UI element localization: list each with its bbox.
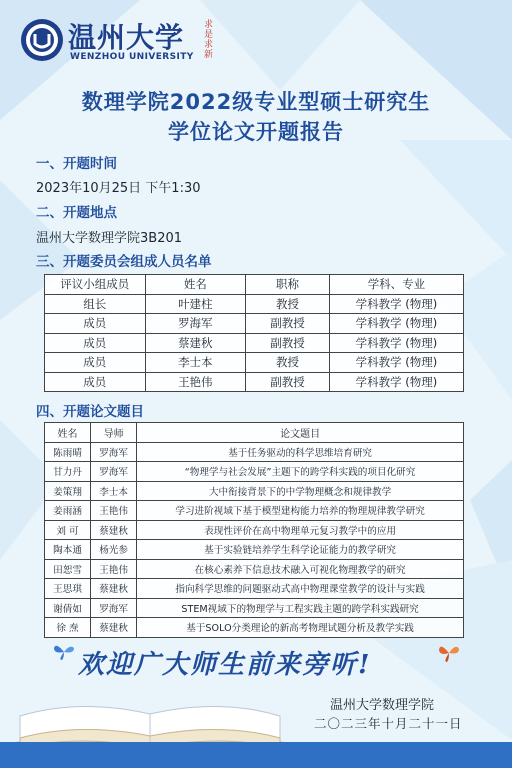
topics-row [45, 540, 464, 560]
topics-header-cell: 导师 [91, 423, 137, 443]
university-logo [20, 16, 220, 68]
committee-cell: 学科教学 (物理) [329, 333, 463, 353]
butterfly-orange-icon [436, 640, 462, 666]
university-seal-icon [20, 18, 64, 62]
advisor-name-cell: 王艳伟 [91, 501, 137, 521]
advisor-name-cell: 李士本 [91, 481, 137, 501]
advisor-name-cell: 罗海军 [91, 462, 137, 482]
topic-title-cell: 大中衔接背景下的中学物理概念和规律教学 [137, 481, 464, 501]
section-time-heading: 一、开题时间 [36, 156, 117, 172]
committee-cell: 成员 [45, 353, 146, 373]
student-name-cell: 王思琪 [45, 579, 91, 599]
committee-row [45, 353, 464, 373]
committee-row [45, 294, 464, 314]
advisor-name-cell: 杨光参 [91, 540, 137, 560]
topic-title-cell: 指向科学思维的问题驱动式高中物理课堂教学的设计与实践 [137, 579, 464, 599]
topics-row [45, 481, 464, 501]
topic-title-cell: 基于实验链培养学生科学论证能力的教学研究 [137, 540, 464, 560]
student-name-cell: 陶本通 [45, 540, 91, 560]
topic-title-cell: “物理学与社会发展”主题下的跨学科实践的项目化研究 [137, 462, 464, 482]
section-place-heading: 二、开题地点 [36, 205, 117, 221]
topics-row [45, 442, 464, 462]
topics-row [45, 579, 464, 599]
welcome-message: 欢迎广大师生前来旁听! [78, 650, 372, 680]
committee-header-row [45, 275, 464, 295]
committee-header-cell: 评议小组成员 [45, 275, 146, 295]
section-committee-heading: 三、开题委员会组成人员名单 [36, 254, 212, 270]
student-name-cell: 陈雨晴 [45, 442, 91, 462]
butterfly-blue-icon [52, 640, 76, 664]
committee-cell: 成员 [45, 372, 146, 392]
committee-cell: 罗海军 [145, 314, 246, 334]
section-topics-heading: 四、开题论文题目 [36, 404, 144, 420]
committee-header-cell: 学科、专业 [329, 275, 463, 295]
committee-row [45, 333, 464, 353]
student-name-cell: 徐 焘 [45, 618, 91, 638]
committee-header-cell: 职称 [246, 275, 330, 295]
advisor-name-cell: 王艳伟 [91, 559, 137, 579]
advisor-name-cell: 蔡建秋 [91, 618, 137, 638]
topics-header-cell: 论文题目 [137, 423, 464, 443]
committee-cell: 学科教学 (物理) [329, 294, 463, 314]
topic-title-cell: 表现性评价在高中物理单元复习教学中的应用 [137, 520, 464, 540]
student-name-cell: 姜策翔 [45, 481, 91, 501]
topics-header-row [45, 423, 464, 443]
committee-header-cell: 姓名 [145, 275, 246, 295]
section-place-value: 温州大学数理学院3B201 [36, 231, 183, 246]
committee-cell: 学科教学 (物理) [329, 314, 463, 334]
topics-table [44, 422, 464, 638]
topics-row [45, 618, 464, 638]
advisor-name-cell: 罗海军 [91, 598, 137, 618]
committee-cell: 叶建柱 [145, 294, 246, 314]
bottom-bar [0, 742, 512, 768]
committee-cell: 学科教学 (物理) [329, 353, 463, 373]
committee-cell: 副教授 [246, 372, 330, 392]
topics-row [45, 559, 464, 579]
student-name-cell: 谢倩如 [45, 598, 91, 618]
committee-cell: 李士本 [145, 353, 246, 373]
committee-row [45, 372, 464, 392]
topics-row [45, 501, 464, 521]
topic-title-cell: 基于SOLO分类理论的新高考物理试题分析及教学实践 [137, 618, 464, 638]
committee-cell: 成员 [45, 333, 146, 353]
committee-cell: 王艳伟 [145, 372, 246, 392]
committee-cell: 学科教学 (物理) [329, 372, 463, 392]
advisor-name-cell: 蔡建秋 [91, 520, 137, 540]
student-name-cell: 刘 可 [45, 520, 91, 540]
topic-title-cell: 学习进阶视域下基于模型建构能力培养的物理规律教学研究 [137, 501, 464, 521]
page-title-line2: 学位论文开题报告 [168, 120, 344, 144]
committee-cell: 成员 [45, 314, 146, 334]
topics-row [45, 462, 464, 482]
committee-cell: 教授 [246, 353, 330, 373]
university-name-cn: 温州大学 [68, 21, 185, 54]
committee-cell: 副教授 [246, 333, 330, 353]
topics-header-cell: 姓名 [45, 423, 91, 443]
committee-cell: 蔡建秋 [145, 333, 246, 353]
committee-row [45, 314, 464, 334]
advisor-name-cell: 蔡建秋 [91, 579, 137, 599]
topic-title-cell: 基于任务驱动的科学思维培育研究 [137, 442, 464, 462]
committee-cell: 教授 [246, 294, 330, 314]
topic-title-cell: 在核心素养下信息技术融入可视化物理教学的研究 [137, 559, 464, 579]
advisor-name-cell: 罗海军 [91, 442, 137, 462]
student-name-cell: 甘力丹 [45, 462, 91, 482]
committee-table [44, 274, 464, 392]
committee-cell: 副教授 [246, 314, 330, 334]
topics-row [45, 520, 464, 540]
committee-cell: 组长 [45, 294, 146, 314]
footer-date: 二〇二三年十月二十一日 [314, 716, 463, 731]
topic-title-cell: STEM视域下的物理学与工程实践主题的跨学科实践研究 [137, 598, 464, 618]
student-name-cell: 姜雨涵 [45, 501, 91, 521]
topics-row [45, 598, 464, 618]
university-name-en: WENZHOU UNIVERSITY [70, 52, 194, 62]
page-title-line1: 数理学院2022级专业型硕士研究生 [81, 90, 431, 114]
university-motto: 求是求新 [204, 20, 214, 60]
footer-organization: 温州大学数理学院 [330, 698, 435, 713]
student-name-cell: 田恕雪 [45, 559, 91, 579]
section-time-value: 2023年10月25日 下午1:30 [36, 181, 201, 196]
